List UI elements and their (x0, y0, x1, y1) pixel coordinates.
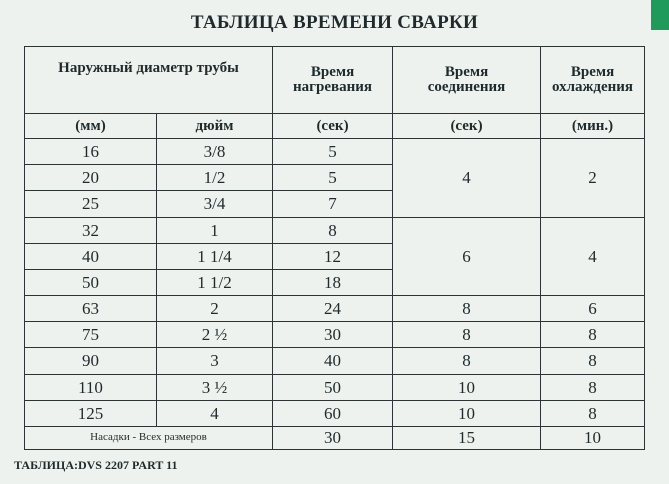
header-heating-unit: (сек) (273, 113, 393, 138)
cell-heating: 5 (273, 165, 393, 191)
cell-joining-merged: 6 (393, 217, 541, 295)
cell-inch: 3/4 (157, 191, 273, 217)
cell-cooling: 8 (541, 400, 645, 426)
cell-cooling: 8 (541, 348, 645, 374)
header-heating (273, 47, 393, 114)
cell-inch: 2 ½ (157, 322, 273, 348)
cell-inch: 1 (157, 217, 273, 243)
cell-mm: 25 (25, 191, 157, 217)
page-title: ТАБЛИЦА ВРЕМЕНИ СВАРКИ (190, 12, 479, 33)
header-joining-unit: (сек) (393, 113, 541, 138)
cell-cooling: 6 (541, 296, 645, 322)
header-cooling (541, 47, 645, 114)
header-joining-line2: соединения (427, 78, 506, 95)
table-row (25, 322, 645, 348)
cell-joining: 10 (393, 400, 541, 426)
header-mm: (мм) (25, 113, 157, 138)
cell-heating: 40 (273, 348, 393, 374)
cell-heating: 24 (273, 296, 393, 322)
header-inch: дюйм (157, 113, 273, 138)
cell-inch: 3 (157, 348, 273, 374)
cell-mm: 110 (25, 374, 157, 400)
cell-joining: 10 (393, 374, 541, 400)
cell-mm: 32 (25, 217, 157, 243)
cell-inch: 3/8 (157, 139, 273, 165)
header-joining (393, 47, 541, 114)
table-row (25, 400, 645, 426)
cell-heating: 18 (273, 269, 393, 295)
table-row (25, 374, 645, 400)
table-row (25, 139, 645, 165)
cell-mm: 50 (25, 269, 157, 295)
header-cooling-unit: (мин.) (541, 113, 645, 138)
header-heating-line1: Время (310, 63, 355, 80)
note-joining: 15 (393, 426, 541, 449)
table-source-footer: ТАБЛИЦА:DVS 2207 PART 11 (14, 458, 178, 472)
cell-inch: 4 (157, 400, 273, 426)
welding-time-table (24, 46, 645, 450)
cell-inch: 2 (157, 296, 273, 322)
cell-cooling: 8 (541, 374, 645, 400)
table-row (25, 348, 645, 374)
cell-mm: 75 (25, 322, 157, 348)
cell-cooling-merged: 2 (541, 139, 645, 217)
note-cooling: 10 (541, 426, 645, 449)
units-row (25, 113, 645, 138)
cell-joining: 8 (393, 348, 541, 374)
cell-heating: 30 (273, 322, 393, 348)
note-label: Насадки - Всех размеров (25, 426, 273, 449)
cell-heating: 50 (273, 374, 393, 400)
cell-cooling-merged: 4 (541, 217, 645, 295)
header-outer-diameter: Наружный диаметр трубы (25, 47, 273, 114)
cell-heating: 60 (273, 400, 393, 426)
note-heating: 30 (273, 426, 393, 449)
cell-heating: 7 (273, 191, 393, 217)
cell-mm: 16 (25, 139, 157, 165)
cell-mm: 40 (25, 243, 157, 269)
table-row (25, 296, 645, 322)
cell-inch: 1 1/2 (157, 269, 273, 295)
header-cooling-line1: Время (570, 63, 615, 80)
note-row (25, 426, 645, 449)
cell-mm: 90 (25, 348, 157, 374)
cell-inch: 1 1/4 (157, 243, 273, 269)
cell-heating: 5 (273, 139, 393, 165)
cell-joining: 8 (393, 322, 541, 348)
cell-heating: 12 (273, 243, 393, 269)
cell-joining: 8 (393, 296, 541, 322)
header-heating-line2: нагревания (293, 78, 372, 95)
table-row (25, 217, 645, 243)
cell-mm: 63 (25, 296, 157, 322)
cell-cooling: 8 (541, 322, 645, 348)
cell-mm: 20 (25, 165, 157, 191)
cell-inch: 3 ½ (157, 374, 273, 400)
header-cooling-line2: охлаждения (551, 78, 634, 95)
header-row (25, 47, 645, 114)
cell-inch: 1/2 (157, 165, 273, 191)
cell-joining-merged: 4 (393, 139, 541, 217)
header-joining-line1: Время (444, 63, 489, 80)
cell-heating: 8 (273, 217, 393, 243)
cell-mm: 125 (25, 400, 157, 426)
